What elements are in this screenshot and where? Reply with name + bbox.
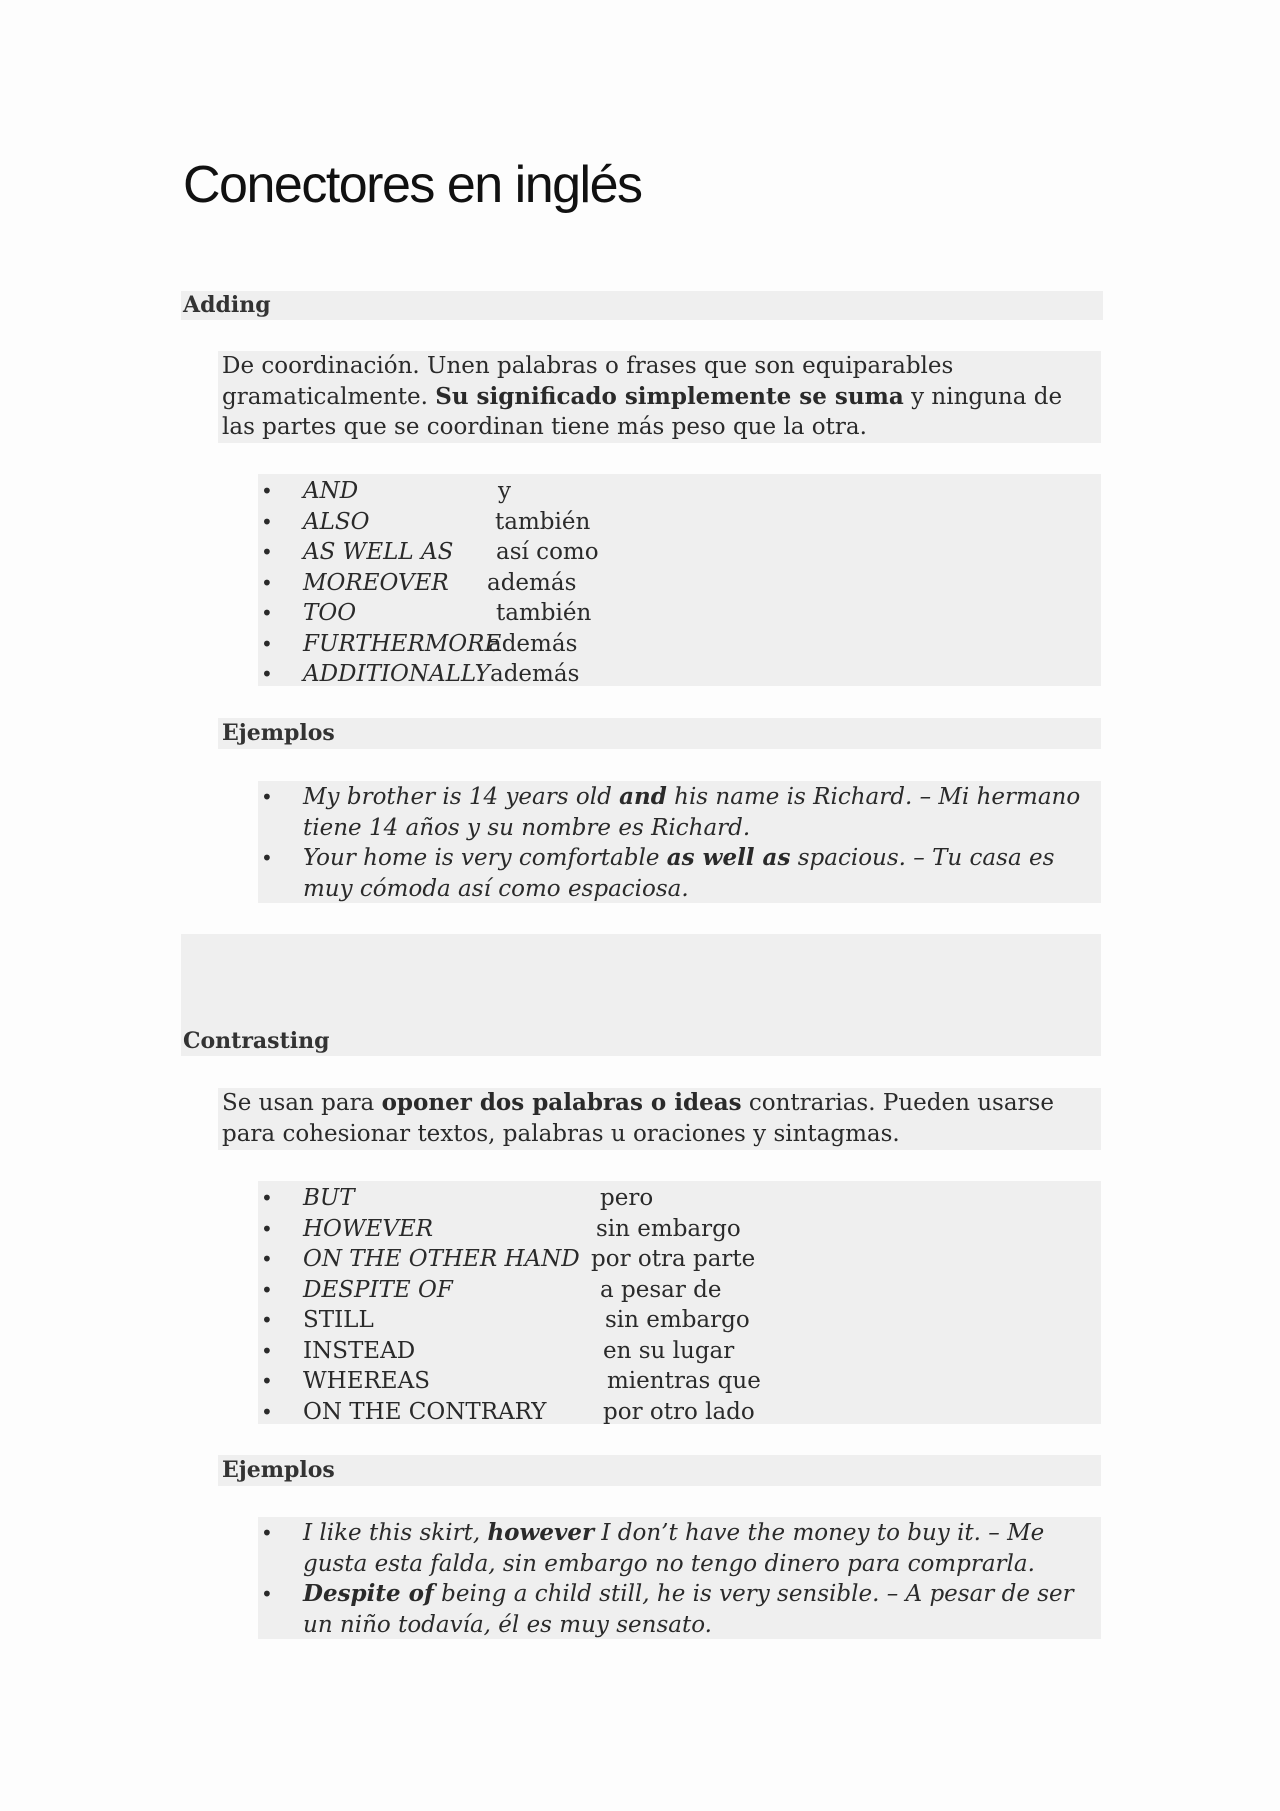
connector-en: MOREOVER (303, 569, 449, 596)
list-item (261, 1305, 1101, 1336)
connector-en: FURTHERMORE (303, 630, 502, 657)
section-heading-text: Contrasting (183, 1028, 330, 1054)
adding-description (218, 351, 1101, 443)
section-heading-contrasting (181, 934, 1101, 1056)
contrasting-examples-box (258, 1517, 1101, 1639)
connector-en: AND (303, 478, 359, 504)
connector-es: por otra parte (591, 1246, 756, 1272)
example-text: his name is Richard. – Mi hermano tiene 14 años y su nombre es Richard. (303, 784, 1081, 841)
connector-es: además (488, 630, 578, 657)
list-item (261, 568, 1101, 599)
list-item (261, 598, 1101, 629)
list-item (261, 476, 1101, 507)
connector-en: INSTEAD (303, 1337, 416, 1364)
connector-es: además (490, 661, 580, 687)
connector-es: a pesar de (600, 1276, 722, 1303)
list-item (261, 507, 1101, 538)
connector-en: WHEREAS (303, 1368, 430, 1394)
connector-es: así como (496, 539, 599, 565)
examples-heading-text: Ejemplos (222, 1457, 335, 1483)
list-item (261, 1397, 1101, 1428)
description-emphasis: oponer dos palabras o ideas (381, 1089, 742, 1116)
description-text: contrarias. Pueden usarse para cohesionar textos, palabras u oraciones y sintagmas. (222, 1090, 1054, 1147)
connector-es: sin embargo (605, 1307, 750, 1333)
example-text: My brother is 14 years old (303, 784, 620, 810)
list-item (261, 1244, 1101, 1275)
list-item (261, 1214, 1101, 1245)
example-text: being a child still, he is very sensible. – A pesar de ser un niño todavía, él es muy sensato. (303, 1581, 1074, 1638)
description-emphasis: Su significado simplemente se suma (435, 382, 904, 410)
list-item (261, 629, 1101, 660)
section-heading-text: Adding (183, 292, 271, 318)
connector-en: AS WELL AS (303, 539, 454, 565)
example-connector: however (487, 1519, 595, 1546)
example-item (261, 1518, 1101, 1579)
list-item (261, 1366, 1101, 1397)
contrasting-connector-list-box (258, 1181, 1101, 1424)
list-item (261, 659, 1101, 690)
connector-en: TOO (303, 600, 357, 626)
example-item (261, 843, 1101, 904)
list-item (261, 1336, 1101, 1367)
connector-en: ON THE OTHER HAND (303, 1246, 580, 1272)
connector-en: ON THE CONTRARY (303, 1398, 547, 1425)
connector-en: DESPITE OF (303, 1276, 453, 1303)
contrasting-description (218, 1088, 1101, 1150)
example-item (261, 782, 1101, 843)
example-text: I like this skirt, (303, 1520, 488, 1546)
contrasting-connector-list (258, 1181, 1101, 1427)
adding-connector-list (258, 474, 1101, 690)
example-connector: as well as (666, 844, 791, 871)
connector-es: pero (600, 1185, 654, 1211)
description-text: y ninguna de las partes que se coordinan tiene más peso que la otra. (222, 383, 1063, 440)
section-heading-adding (181, 291, 1103, 320)
connector-en: HOWEVER (303, 1215, 434, 1242)
example-item (261, 1579, 1101, 1640)
description-text: De coordinación. Unen palabras o frases que son equiparables gramaticalmente. (222, 353, 954, 410)
connector-es: sin embargo (596, 1215, 741, 1242)
adding-examples-box (258, 781, 1101, 903)
connector-es: mientras que (607, 1368, 761, 1394)
connector-en: ADDITIONALLY (303, 661, 490, 687)
page-title: Conectores en inglés (183, 156, 642, 214)
description-text: Se usan para (222, 1090, 382, 1116)
connector-en: STILL (303, 1307, 374, 1333)
example-text: Your home is very comfortable (303, 845, 667, 871)
example-text: spacious. – Tu casa es muy cómoda así como espaciosa. (303, 845, 1055, 902)
adding-examples-list (258, 781, 1101, 904)
connector-es: por otro lado (603, 1398, 755, 1425)
examples-heading-text: Ejemplos (222, 720, 335, 746)
connector-en: ALSO (303, 508, 370, 535)
example-text: I don’t have the money to buy it. – Me gusta esta falda, sin embargo no tengo dinero para comprarla. (303, 1520, 1045, 1577)
adding-examples-heading (218, 718, 1101, 749)
contrasting-examples-heading (218, 1455, 1101, 1486)
list-item (261, 1275, 1101, 1306)
list-item (261, 1183, 1101, 1214)
connector-es: también (495, 508, 591, 535)
list-item (261, 537, 1101, 568)
connector-en: BUT (303, 1185, 355, 1211)
connector-es: además (487, 569, 577, 596)
example-connector: Despite of (303, 1580, 434, 1607)
example-connector: and (619, 783, 667, 810)
adding-connector-list-box (258, 474, 1101, 686)
connector-es: también (496, 600, 592, 626)
connector-es: en su lugar (603, 1337, 735, 1364)
connector-es: y (498, 478, 511, 504)
contrasting-examples-list (258, 1517, 1101, 1640)
